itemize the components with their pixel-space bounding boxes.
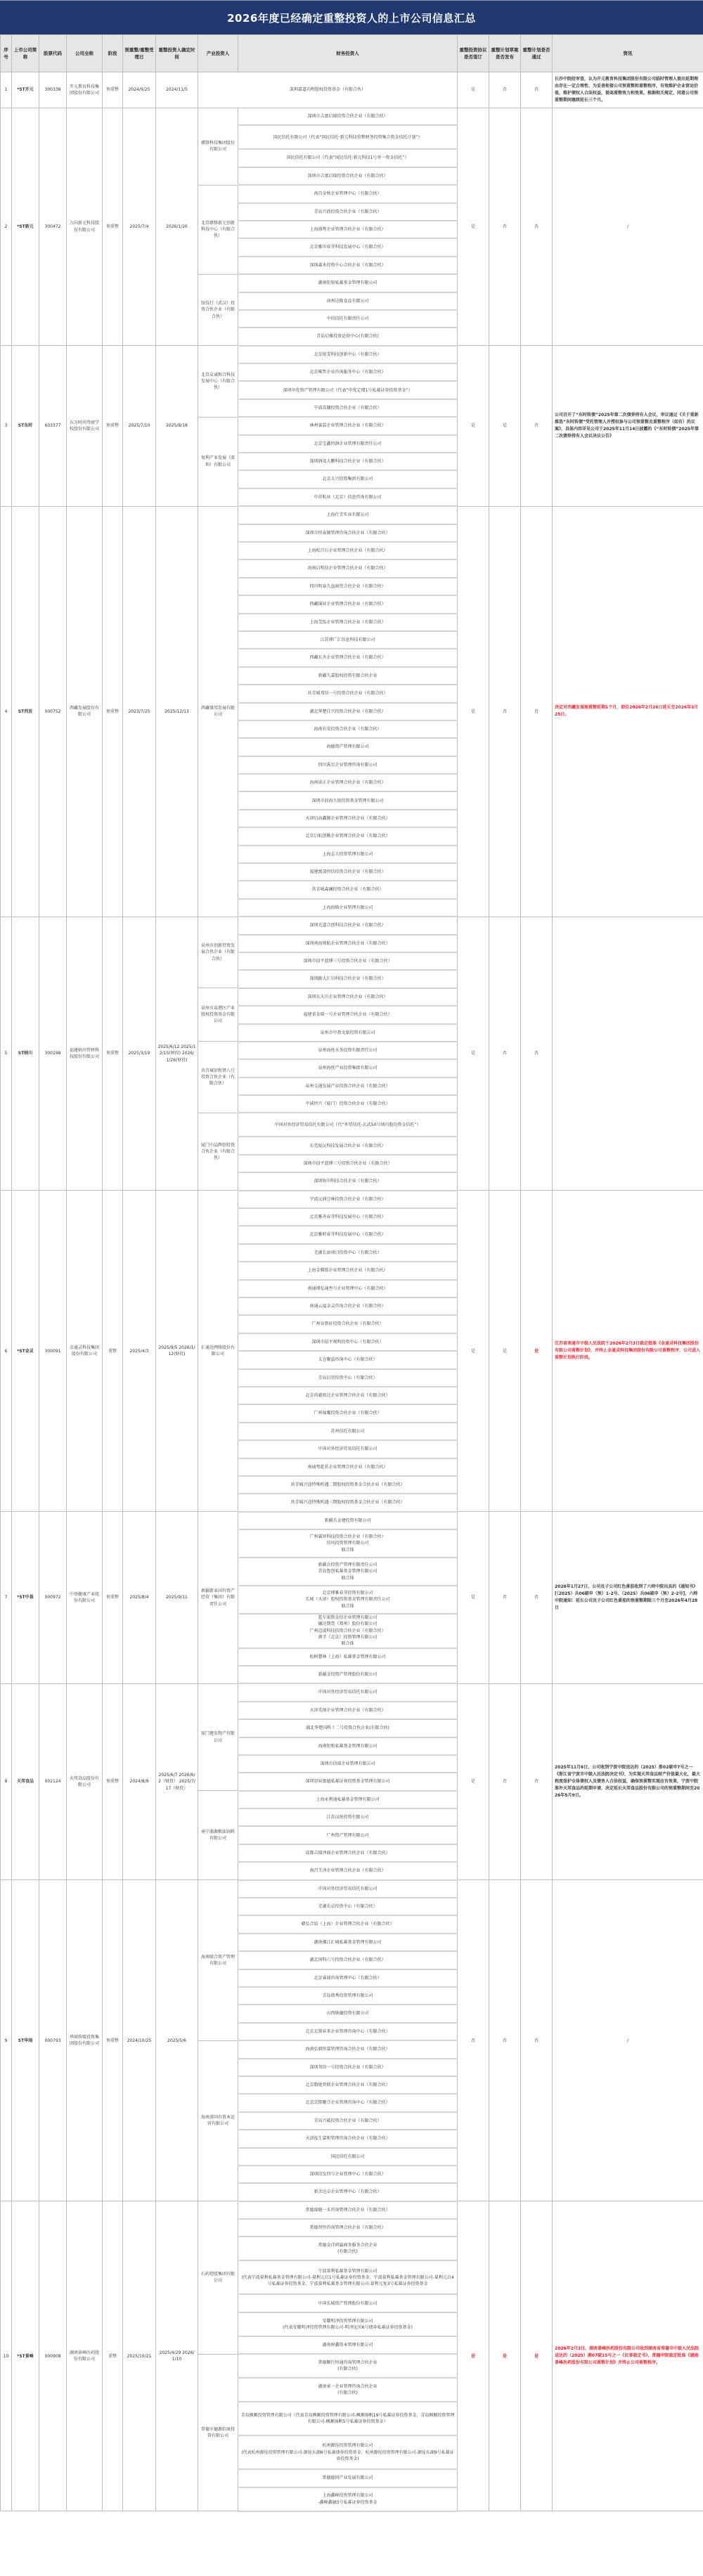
- header-col-draft-published: 重整计划草案是否发布: [489, 35, 521, 72]
- cell-stock-code: 000972: [39, 1512, 67, 1684]
- cell-financial-investor: 北京雅时春芽科技发展中心（有限合伙）: [238, 1226, 458, 1243]
- cell-financial-investor: 深圳森木投资中心合伙企业（有限合伙）: [238, 257, 458, 274]
- cell-short-name: *ST新元: [12, 108, 39, 346]
- cell-full-name: 开元教育科技集团股份有限公司: [67, 72, 103, 108]
- cell-financial-investor: 泉州海丝产业投资集团有限公司: [238, 1059, 458, 1077]
- cell-financial-investor: 北京睿闻咨询管理中心（有限合伙）: [238, 1969, 458, 1987]
- cell-accept-date: 2025/7/10: [123, 346, 156, 507]
- cell-stock-code: 300338: [39, 72, 67, 108]
- cell-financial-investor: 湖北国科六号投资合伙企业（有限合伙）: [238, 1951, 458, 1969]
- cell-agreement-signed: 否: [458, 1880, 489, 2201]
- cell-accept-date: 2025/7/4: [123, 108, 156, 346]
- header-col-agreement-signed: 重整投资协议是否签订: [458, 35, 489, 72]
- cell-agreement-signed: 是: [458, 1191, 489, 1512]
- cell-financial-investor: 福建富凌恒信投资合伙企业（有限合伙）: [238, 863, 458, 881]
- cell-confirm-date: 2024/11/5: [156, 72, 198, 108]
- cell-financial-investor: 安徽明泽投资管理有限公司 (代表安徽明泽投资管理有限公司-明泽远贝6号债券私募证券投资基金): [238, 2312, 458, 2336]
- cell-short-name: ST东时: [12, 346, 39, 507]
- cell-financial-investor: 中国对外经济贸易信托有限公司: [238, 1683, 458, 1701]
- cell-financial-investor: 深圳市招平蓝博三号投资合伙企业（有限合伙）: [238, 1155, 458, 1172]
- cell-financial-investor: 新疆兵投资产管理有限责任公司 青岛鲁创私募基金管理有限公司 联合体: [238, 1558, 458, 1586]
- cell-financial-investor: 广州灿曜投资合伙企业（有限合伙）: [238, 1404, 458, 1422]
- cell-industry-investor: 石药控股集团有限公司: [198, 2201, 238, 2355]
- cell-financial-investor: 湖北华楚佳兴投资合伙企业（有限合伙）: [238, 703, 458, 720]
- table-row: [1, 1683, 703, 1701]
- table-row: [1, 108, 703, 126]
- cell-news: 决定对西藏发展预重整延期1个月，即自2026年2月26日延长至2026年3月25日。: [553, 506, 703, 917]
- cell-draft-published: 是: [489, 1191, 521, 1512]
- cell-accept-date: 2024/8/9: [123, 1683, 156, 1879]
- cell-agreement-signed: 是: [458, 1512, 489, 1684]
- cell-industry-investor: 厦门中晶辉创投资合伙企业（有限合伙）: [198, 1113, 238, 1190]
- cell-financial-investor: 上海艾怡企业管理合伙企业（有限合伙）: [238, 614, 458, 631]
- cell-financial-investor: 新疆久嘉股权投资有限合伙企业: [238, 667, 458, 685]
- cell-draft-published: 否: [489, 506, 521, 917]
- cell-stage: 预重整: [103, 108, 123, 346]
- cell-financial-investor: 湖南景一企业管理咨询合伙企业 (有限合伙): [238, 2378, 458, 2402]
- cell-financial-investor: 太仓聚益咨询中心（有限合伙）: [238, 1351, 458, 1368]
- cell-financial-investor: 深圳光道合创科技合伙企业（有限合伙）: [238, 917, 458, 934]
- cell-financial-investor: 北京晞哲企业咨询服务中心（有限合伙）: [238, 363, 458, 381]
- cell-financial-investor: 天津启高鑫源企业管理合伙企业（有限合伙）: [238, 810, 458, 827]
- cell-financial-investor: 海南钜和私募基金管理有限公司: [238, 1737, 458, 1755]
- cell-short-name: *ST开元: [12, 72, 39, 108]
- cell-stock-code: 300472: [39, 108, 67, 346]
- cell-accept-date: 2024/10/25: [123, 1880, 156, 2201]
- cell-financial-investor: 林州睿喆企业管理合伙企业（有限合伙）: [238, 417, 458, 434]
- cell-financial-investor: 深圳申优资产管理有限公司（代表“申优定增1号私募证券投资基金”）: [238, 381, 458, 399]
- cell-financial-investor: 北京京铭聚合企业管理咨询中心（有限合伙）: [238, 2094, 458, 2111]
- cell-accept-date: 2025/10/21: [123, 2201, 156, 2511]
- cell-financial-investor: 南通粤乾茗企业管理合伙企业（有限合伙）: [238, 1458, 458, 1476]
- table-row: [1, 1512, 703, 1529]
- cell-stage: 预重整: [103, 72, 123, 108]
- cell-confirm-date: 2025/12/13: [156, 506, 198, 917]
- cell-agreement-signed: 是: [458, 1683, 489, 1879]
- table-row: [1, 72, 703, 108]
- cell-financial-investor: 青岛兴砥投资合伙企业（有限合伙）: [238, 2112, 458, 2130]
- cell-stage: 重整: [103, 1191, 123, 1512]
- cell-financial-investor: 海南启明信企业管理合伙企业（有限合伙）: [238, 559, 458, 577]
- cell-financial-investor: 泉州交通发展产业投资合伙企业（有限合伙）: [238, 1077, 458, 1095]
- cell-financial-investor: 北京雅川春芽科技发展中心（有限合伙）: [238, 238, 458, 256]
- cell-short-name: *ST景峰: [12, 2201, 39, 2511]
- cell-financial-investor: 常德瑞健一禾咨询管理合伙企业（有限合伙）: [238, 2201, 458, 2219]
- table-row: [1, 346, 703, 363]
- cell-index: 9: [1, 1880, 12, 2201]
- cell-draft-published: 否: [489, 108, 521, 346]
- cell-accept-date: 2025/4/3: [123, 1191, 156, 1512]
- cell-industry-investor: 南宁浦源粮油饲料有限公司: [198, 1791, 238, 1880]
- cell-financial-investor: 上海松百石企业管理合伙企业（有限合伙）: [238, 542, 458, 559]
- cell-financial-investor: 青岛兴沥投资合伙企业（有限合伙）: [238, 203, 458, 221]
- cell-news: 江苏省南通市中级人民法院于2026年2月3日裁定批准《金通灵科技集团股份有限公司重整计划》，并终止金通灵科技集团股份有限公司重整程序，公司进入重整计划执行阶段。: [553, 1191, 703, 1512]
- cell-financial-investor: 海德资产管理有限公司: [238, 738, 458, 756]
- cell-industry-investor: 赣锋科技集团股份有限公司: [198, 108, 238, 186]
- cell-financial-investor: 上海盛粤企业管理合伙企业（有限合伙）: [238, 221, 458, 238]
- cell-stock-code: 603377: [39, 346, 67, 507]
- cell-agreement-signed: 是: [458, 506, 489, 917]
- cell-financial-investor: 南昌金秋企业管理中心（有限合伙）: [238, 185, 458, 202]
- cell-accept-date: 2025/8/4: [123, 1512, 156, 1684]
- cell-financial-investor: 南昌玉泽企业管理合伙企业（有限合伙）: [238, 1862, 458, 1879]
- cell-plan-passed: 否: [521, 346, 553, 507]
- cell-stock-code: 000752: [39, 506, 67, 917]
- cell-confirm-date: 2025/5/6: [156, 1880, 198, 2201]
- cell-stock-code: 300198: [39, 917, 67, 1190]
- cell-plan-passed: 否: [521, 108, 553, 346]
- cell-index: 7: [1, 1512, 12, 1684]
- cell-financial-investor: 宁波喜镛投资合伙企业（有限合伙）: [238, 399, 458, 417]
- cell-confirm-date: 2025/4/29 2026/1/10: [156, 2201, 198, 2511]
- cell-index: 6: [1, 1191, 12, 1512]
- cell-stage: 预重整: [103, 346, 123, 507]
- cell-index: 5: [1, 917, 12, 1190]
- cell-stage: 预重整: [103, 506, 123, 917]
- cell-stock-code: 002124: [39, 1683, 67, 1879]
- cell-financial-investor: 深圳南海领航企业管理合伙企业（有限合伙）: [238, 935, 458, 952]
- cell-financial-investor: 江苏博广汇信息科技有限公司: [238, 631, 458, 649]
- cell-confirm-date: 2025/9/5 2026/1/12(财投): [156, 1191, 198, 1512]
- cell-financial-investor: 常德德同产业发展有限公司: [238, 2469, 458, 2487]
- cell-industry-investor: 绿技行（武汉）投资合伙企业（有限合伙）: [198, 274, 238, 346]
- table-header-row: [1, 35, 703, 72]
- cell-financial-investor: 青岛启崇投资中心（有限合伙）: [238, 1369, 458, 1387]
- cell-short-name: *ST中基: [12, 1512, 39, 1684]
- cell-financial-investor: 上海金腾铭企业管理合伙企业（有限合伙）: [238, 1262, 458, 1279]
- cell-financial-investor: 中国对外经济贸易信托有限公司: [238, 1440, 458, 1458]
- cell-financial-investor: 芜湖长添项目投资中心（有限合伙）: [238, 1244, 458, 1262]
- cell-financial-investor: 宁波沅润昱林投资合伙企业（有限合伙）: [238, 1191, 458, 1208]
- cell-stock-code: 000793: [39, 1880, 67, 2201]
- cell-full-name: 华闻传媒投资集团股份有限公司: [67, 1880, 103, 2201]
- cell-financial-investor: 深圳市信瑞企业管理有限公司: [238, 1755, 458, 1773]
- cell-stage: 预重整: [103, 917, 123, 1190]
- cell-financial-investor: 上海仕青实业有限公司: [238, 506, 458, 524]
- cell-financial-investor: 湖南湘江汇城私募基金管理有限公司: [238, 1934, 458, 1951]
- cell-plan-passed: 否: [521, 72, 553, 108]
- cell-financial-investor: 北京北置春来企业管理咨询中心（有限合伙）: [238, 2023, 458, 2040]
- cell-financial-investor: 青岛启雅投资运营中心(有限合伙): [238, 328, 458, 345]
- cell-news: /: [553, 1880, 703, 2201]
- cell-accept-date: 2025/3/19: [123, 917, 156, 1190]
- cell-financial-investor: 青岛枫顺投资管理有限公司（代表青岛枫顺投资管理有限公司-枫顺扬帆19号私募证券投资基金、青岛枫顺投资管理有限公司-枫顺扬帆5号私募证券投资基金）: [238, 2402, 458, 2435]
- cell-financial-investor: 湖南钜银私募基金管理有限公司: [238, 274, 458, 292]
- table-row: [1, 917, 703, 934]
- cell-financial-investor: 海南有安投资合伙企业（有限合伙）: [238, 720, 458, 738]
- cell-financial-investor: 天津美纳企业管理合伙企业（有限合伙）: [238, 1702, 458, 1719]
- cell-financial-investor: 共青城兴途特殊机遇二期股权投资基金合伙企业（有限合伙）: [238, 1476, 458, 1494]
- cell-financial-investor: 国民信托有限公司（代表“国民信托·新元科技1号单一资金信托”）: [238, 149, 458, 167]
- cell-index: 4: [1, 506, 12, 917]
- cell-news: [553, 917, 703, 1190]
- table-row: [1, 1880, 703, 1898]
- cell-financial-investor: 南通云福金灵咨询合伙企业（有限合伙）: [238, 1297, 458, 1315]
- cell-financial-investor: 江苏汉鱼投资有限公司: [238, 1808, 458, 1826]
- cell-financial-investor: 深圳市吉富启瑞投资合伙企业（有限合伙）: [238, 167, 458, 185]
- cell-financial-investor: 中国长城资产管理股份有限公司: [238, 2294, 458, 2312]
- cell-draft-published: 否: [489, 1512, 521, 1684]
- cell-financial-investor: 深圳邦信一号投资合伙企业（有限合伙）: [238, 2059, 458, 2076]
- cell-financial-investor: 常德智恒咨询管理合伙企业（有限合伙）: [238, 2219, 458, 2237]
- cell-financial-investor: 山西焕融投资有限公司: [238, 2005, 458, 2022]
- cell-financial-investor: 常德顺行恒通咨询管理合伙企业 (有限合伙): [238, 2354, 458, 2378]
- cell-news: 长沙中院经审查，认为开元教育科技集团股份有限公司临时管理人提出延期理由存在一定合理性，为妥善衔接公司预重整和重整程序，有效维护企业营运价值，维护债权人合法权益，提高重整效力和效果，根据相关规定，同意公司预重整期间继续延长三个月。: [553, 72, 703, 108]
- cell-draft-published: 是: [489, 346, 521, 507]
- cell-full-name: 天邦食品股份有限公司: [67, 1683, 103, 1879]
- cell-financial-investor: 共青城兴途特殊机遇三期股权投资基金合伙企业（有限合伙）: [238, 1494, 458, 1511]
- table-body: [1, 72, 703, 2511]
- cell-industry-investor: 复利产业发展（深圳）有限公司: [198, 417, 238, 506]
- cell-stage: 预重整: [103, 1880, 123, 2201]
- cell-financial-investor: 北京数链智联企业管理合伙企业（有限合伙）: [238, 2076, 458, 2094]
- cell-financial-investor: 北京大兴投资集团有限公司: [238, 470, 458, 488]
- cell-news: 2026年2月3日，湖南景峰医药股份有限公司收到湖南省常德市中级人民法院送达的（2025）湘07破15号之一《民事裁定书》，常德中院裁定批准《湖南景峰医药股份有限公司重整计划》并终止公司重整程序。: [553, 2201, 703, 2511]
- table-row: [1, 1191, 703, 1208]
- cell-industry-investor: 海南联合资产管理有限公司: [198, 1880, 238, 2041]
- cell-financial-investor: 广州谷盈轩投资合伙企业（有限合伙）: [238, 1315, 458, 1333]
- cell-financial-investor: 东莞厦沅科技发展合伙企业（有限合伙）: [238, 1137, 458, 1154]
- cell-stage: 重整: [103, 2201, 123, 2511]
- cell-stage: 预重整: [103, 1683, 123, 1879]
- cell-financial-investor: 南通博弘通叁号企业管理中心（有限合伙）: [238, 1280, 458, 1297]
- cell-financial-investor: 深圳市招平观明投资中心（有限合伙）: [238, 1333, 458, 1351]
- cell-financial-investor: 新疆兵金建投资有限公司: [238, 1512, 458, 1529]
- cell-index: 2: [1, 108, 12, 346]
- header-col-index: 序号: [1, 35, 12, 72]
- cell-financial-investor: 泉州市中盈文旅投资有限公司: [238, 1024, 458, 1042]
- cell-draft-published: 否: [489, 1683, 521, 1879]
- cell-plan-passed: 否: [521, 506, 553, 917]
- cell-financial-investor: 泉州海丝水务投资有限责任公司: [238, 1042, 458, 1059]
- cell-confirm-date: 2025/6/12 2025/12/15(财投) 2026/1/26(财投): [156, 917, 198, 1190]
- cell-financial-investor: 深圳嘉道功程股权投资基金（有限合伙）: [198, 72, 458, 108]
- cell-financial-investor: 天津泓生嘉和管理咨询合伙企业（有限合伙）: [238, 2130, 458, 2147]
- cell-financial-investor: 深圳路大汇川科技合伙企业（有限合伙）: [238, 970, 458, 988]
- cell-confirm-date: 2025/9/11: [156, 1512, 198, 1684]
- cell-agreement-signed: 是: [458, 108, 489, 346]
- header-col-financial-investor: 财务投资人: [238, 35, 458, 72]
- cell-plan-passed: 否: [521, 917, 553, 1190]
- cell-financial-investor: 深圳东大川企业管理合伙企业（有限合伙）: [238, 988, 458, 1006]
- cell-full-name: 福建纳川管材科技股份有限公司: [67, 917, 103, 1190]
- cell-financial-investor: 深圳市招平蓝博三号投资合伙企业（有限合伙）: [238, 952, 458, 970]
- cell-plan-passed: 否: [521, 1512, 553, 1684]
- cell-index: 10: [1, 2201, 12, 2511]
- cell-stage: 预重整: [103, 1512, 123, 1684]
- cell-financial-investor: 松树慧林（上海）私募基金管理有限公司: [238, 1648, 458, 1666]
- cell-financial-investor: 中信信托有限责任公司: [238, 310, 458, 328]
- header-col-full-name: 公司全称: [67, 35, 103, 72]
- cell-short-name: 天邦食品: [12, 1683, 39, 1879]
- cell-confirm-date: 2025/8/18: [156, 346, 198, 507]
- cell-financial-investor: 国民信托有限公司: [238, 2148, 458, 2166]
- cell-full-name: 湖南景峰医药股份有限公司: [67, 2201, 103, 2511]
- cell-full-name: 万向新元科技股份有限公司: [67, 108, 103, 346]
- cell-industry-investor: 北京赣锋新元创新科技中心（有限合伙）: [198, 185, 238, 274]
- cell-accept-date: 2023/7/25: [123, 506, 156, 917]
- cell-financial-investor: 苏州信托有限公司: [238, 1423, 458, 1440]
- cell-agreement-signed: 是: [458, 72, 489, 108]
- cell-financial-investor: 上海鑫峰投资管理有限公司 -鑫峰鑫融3号私募证券投资基金: [238, 2487, 458, 2511]
- cell-financial-investor: 青岛鼎秀投资管理有限公司: [238, 1987, 458, 2005]
- cell-financial-investor: 芜湖长卓投资中心（有限合伙）: [238, 1898, 458, 1915]
- cell-draft-published: 否: [489, 917, 521, 1190]
- cell-financial-investor: 北京启航创勤企业管理合伙企业（有限合伙）: [238, 827, 458, 845]
- cell-industry-investor: 西藏盛邦发展有限公司: [198, 506, 238, 917]
- page-title: 2026年度已经确定重整投资人的上市公司信息汇总: [0, 0, 703, 34]
- cell-financial-investor: 新余达卓企业管理中心（有限合伙）: [238, 2183, 458, 2201]
- header-col-plan-passed: 重整计划是否通过: [521, 35, 553, 72]
- restructuring-investor-table: [0, 34, 703, 2512]
- cell-financial-investor: 福建省金瑞一号企业管理合伙企业（有限合伙）: [238, 1006, 458, 1023]
- cell-plan-passed: 是: [521, 2201, 553, 2511]
- cell-plan-passed: 否: [521, 1683, 553, 1879]
- cell-index: 1: [1, 72, 12, 108]
- cell-agreement-signed: 是: [458, 917, 489, 1190]
- cell-news: /: [553, 108, 703, 346]
- cell-financial-investor: 海南诺正企业管理合伙企业（有限合伙）: [238, 774, 458, 791]
- cell-industry-investor: 北京众诚和合科技发展中心（有限合伙）: [198, 346, 238, 418]
- cell-financial-investor: 常德金洋鸿赢商务服务合伙企业 (有限合伙): [238, 2237, 458, 2260]
- cell-draft-published: 否: [489, 72, 521, 108]
- cell-agreement-signed: 是: [458, 2201, 489, 2511]
- cell-news: 2026年1月27日，公司及子公司红色番茄收到了六师中院出具的《通知书》[（2025）兵06破申（预）1-2号、（2025）兵06破申（预）2-2号]，六师中院通知：延长公司及子公司红色番茄的预重整期限三个月至2026年4月28日: [553, 1512, 703, 1684]
- cell-financial-investor: 北京宝鑫恒润企业管理有限责任公司: [238, 435, 458, 453]
- cell-industry-investor: 泉州市泉港区产业股权投资基金有限公司: [198, 988, 238, 1042]
- cell-financial-investor: 中国对外经济贸易信托有限公司（代“外贸信托-玄武50号纳川股份资金信托”）: [238, 1113, 458, 1137]
- cell-short-name: ST华闻: [12, 1880, 39, 2201]
- cell-full-name: 东方时尚驾驶学校股份有限公司: [67, 346, 103, 507]
- table-row: [1, 506, 703, 524]
- cell-confirm-date: 2026/1/26: [156, 108, 198, 346]
- cell-accept-date: 2024/9/25: [123, 72, 156, 108]
- cell-stock-code: 300091: [39, 1191, 67, 1512]
- cell-financial-investor: 四川禹星企业管理咨询有限公司: [238, 756, 458, 774]
- cell-financial-investor: 深圳润茂大鹏科技合伙企业（有限合伙）: [238, 453, 458, 470]
- cell-plan-passed: 否: [521, 1880, 553, 2201]
- cell-short-name: ST西发: [12, 506, 39, 917]
- cell-financial-investor: 深圳市吉富启瑞投资合伙企业（有限合伙）: [238, 108, 458, 126]
- cell-industry-investor: 厦门建发物产有限公司: [198, 1683, 238, 1790]
- cell-industry-investor: 泉州市创新投资发展合伙企业（有限合伙）: [198, 917, 238, 988]
- table-row: [1, 2201, 703, 2219]
- cell-financial-investor: 广州资产管理有限公司: [238, 1826, 458, 1844]
- cell-financial-investor: 杭州源铨投资管理有限公司 (代表杭州源铨投资管理有限公司-源铨东湖6号私募债券投资基金、杭州源铨投资管理有限公司-源铨东湖9号私募证券投资基金): [238, 2435, 458, 2469]
- header-col-news: 资讯: [553, 35, 703, 72]
- cell-financial-investor: 西藏锦昇企业管理合伙企业（有限合伙）: [238, 595, 458, 613]
- cell-industry-investor: 海南省国有资本运营有限公司: [198, 2040, 238, 2201]
- header-col-confirm-date: 重整投资人确定时间: [156, 35, 198, 72]
- cell-full-name: 金通灵科技集团股份有限公司: [67, 1191, 103, 1512]
- cell-news: 2025年11月6日，公司收到宁波中院送达的（2025）浙02破申7号之一《浙江省宁波市中级人民法院决定书》，为实现天邦食品财产价值最大化，最大程度保护全体债权人及债务人合法权益，确保预重整实现应有效果，宁波中院准许天邦食品的延期申请，决定延长天邦食品股份有限公司的预重整期间至2026年5月9日。: [553, 1683, 703, 1879]
- cell-industry-investor: 共青城信和贤八号投资合伙企业（有限合伙）: [198, 1042, 238, 1113]
- cell-financial-investor: 成都吉瑞泽商企业管理合伙企业（有限合伙）: [238, 1844, 458, 1862]
- cell-plan-passed: 是: [521, 1191, 553, 1512]
- cell-industry-investor: 常德市德源招商投资有限公司: [198, 2354, 238, 2511]
- header-col-accept-date: 预重整/重整受理日: [123, 35, 156, 72]
- cell-financial-investor: 深圳市恒泰源管理咨询合伙企业（有限合伙）: [238, 524, 458, 542]
- cell-financial-investor: 中诚恒兴（厦门）投资合伙企业（有限合伙）: [238, 1095, 458, 1113]
- cell-short-name: *ST金灵: [12, 1191, 39, 1512]
- cell-short-name: ST纳川: [12, 917, 39, 1190]
- header-col-stock-code: 股票代码: [39, 35, 67, 72]
- cell-financial-investor: 深圳市前海久银投资基金管理有限公司: [238, 791, 458, 809]
- cell-financial-investor: 上海志立投资管理有限公司: [238, 846, 458, 863]
- cell-confirm-date: 2025/6/7 2026/6/2（财投） 2025/7/17（财投）: [156, 1683, 198, 1879]
- cell-financial-investor: 共青城森澜投资合伙企业（有限合伙）: [238, 881, 458, 898]
- cell-financial-investor: 新疆金投资产管理股份有限公司: [238, 1666, 458, 1683]
- cell-financial-investor: 北京雅善春芽科技发展中心（有限合伙）: [238, 1208, 458, 1226]
- cell-financial-investor: 北京锐雯科技创新中心（有限合伙）: [238, 346, 458, 363]
- cell-industry-investor: 汇通达网络股份有限公司: [198, 1191, 238, 1512]
- cell-financial-investor: 中国对外经济贸易信托有限公司: [238, 1880, 458, 1898]
- cell-index: 3: [1, 346, 12, 507]
- header-col-short-name: 上市公司简称: [12, 35, 39, 72]
- cell-financial-investor: 国民信托有限公司（代表“国民信托·新元科技重整财务投资集合资金信托计划”）: [238, 125, 458, 149]
- cell-financial-investor: 北京博雅春芽投资有限公司 长城（天津）股权投资基金管理有限责任公司 联合体: [238, 1586, 458, 1614]
- cell-draft-published: 否: [489, 1880, 521, 2201]
- header-col-stage: 阶段: [103, 35, 123, 72]
- cell-financial-investor: 深圳信发四号企业管理中心（有限合伙）: [238, 2166, 458, 2183]
- cell-index: 8: [1, 1683, 12, 1879]
- cell-financial-investor: 宁波量利私募基金管理有限公司 (代表宁波量利私募基金管理有限公司-量利元启1号私募证券投资基金、宁波量利私募基金管理有限公司-量利元启4号私募证券投资基金、宁波量利私募基金管理有限公司-量利元复3号私募证券投资基金: [238, 2260, 458, 2294]
- cell-industry-investor: 新疆新业国有资产经营（集团）有限责任公司: [198, 1512, 238, 1684]
- cell-news: 公司召开了“东时转债”2025年第二次债券持有人会议，审议通过《关于重新推选“东时转债”受托管理人并授权参与公司预重整及重整程序（如有）的议案》，具体内容详见公司于2025年11月14日披露的《“东时转债”2025年第二次债券持有人会议决议公告》: [553, 346, 703, 507]
- cell-financial-investor: 深圳显昇富德私募证券投资基金管理有限公司: [238, 1773, 458, 1790]
- cell-financial-investor: 漳州达隆食品有限公司: [238, 292, 458, 310]
- cell-financial-investor: 赣弘合辰（上海）企业管理合伙企业（有限合伙）: [238, 1915, 458, 1933]
- cell-financial-investor: 北京尚越欣达企业管理合伙企业（有限合伙）: [238, 1387, 458, 1404]
- cell-agreement-signed: 是: [458, 346, 489, 507]
- cell-financial-investor: 四川明泰久益商贸合伙企业（有限合伙）: [238, 578, 458, 595]
- cell-financial-investor: 深圳协川科技合伙企业（有限合伙）: [238, 1172, 458, 1190]
- cell-financial-investor: 湖北华楚国科十二号投资合伙企业(有限合伙): [238, 1719, 458, 1737]
- cell-financial-investor: 海南弘毅恒嘉管理咨询合伙企业（有限合伙）: [238, 2040, 458, 2058]
- cell-financial-investor: 中祥航业（北京）信息咨询有限公司: [238, 488, 458, 506]
- cell-financial-investor: 上海海隆企业管理有限公司: [238, 899, 458, 917]
- cell-stock-code: 000908: [39, 2201, 67, 2511]
- cell-full-name: 中基健康产业股份有限公司: [67, 1512, 103, 1684]
- cell-draft-published: 是: [489, 2201, 521, 2511]
- cell-full-name: 西藏发展股份有限公司: [67, 506, 103, 917]
- cell-financial-investor: 上海永利通私募基金管理有限公司: [238, 1791, 458, 1808]
- cell-financial-investor: 共青城邦信一号投资合伙企业（有限合伙）: [238, 685, 458, 702]
- cell-financial-investor: 广州翼智科技投资合伙企业（有限合伙） 信风投资管理有限公司 联合体: [238, 1529, 458, 1558]
- cell-financial-investor: 湖南财鑫资本管理有限公司: [238, 2336, 458, 2354]
- cell-financial-investor: 西藏东舟企业管理合伙企业（有限合伙）: [238, 649, 458, 666]
- header-col-industry-investor: 产业投资人: [198, 35, 238, 72]
- cell-financial-investor: 霍尔果斯金投企业管理有限公司 融达期货（郑州）股份有限公司 广州迈凌科技投资合伙企业（有限合伙） 燕孚（北京）投资管理有限公司 联合体: [238, 1614, 458, 1648]
